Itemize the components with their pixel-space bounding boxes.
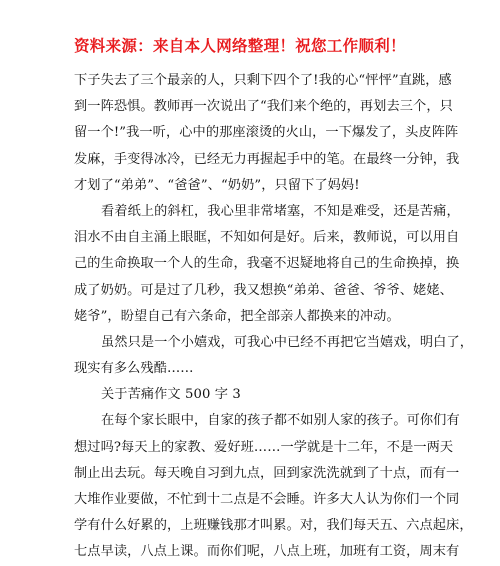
section-heading: 关于苦痛作文 500 字 3 (101, 387, 241, 403)
text-line: 下子失去了三个最亲的人，只剩下四个了!我的心“怦怦”直跳，感 (74, 73, 452, 88)
paragraph-start-line: 看着纸上的斜杠，我心里非常堵塞，不知是难受，还是苦痛， (101, 203, 460, 219)
paragraph-start-line: 在每个家长眼中，自家的孩子都不如别人家的孩子。可你们有 (101, 413, 460, 429)
article-body (74, 68, 474, 566)
paragraph-start-line: 虽然只是一个小嬉戏，可我心中已经不再把它当嬉戏，明白了， (101, 334, 474, 350)
text-line: 己的生命换取一个人的生命，我毫不迟疑地将自己的生命换掉，换 (74, 256, 460, 272)
text-line: 现实有多么残酷…… (74, 361, 194, 377)
text-line: 泪水不由自主涌上眼眶，不知如何是好。后来，教师说，可以用自 (74, 230, 460, 246)
text-line: 制止出去玩。每天晚自习到九点，回到家洗洗就到了十点，而有一 (74, 465, 460, 481)
text-line: 姥爷”，盼望自己有六条命，把全部亲人都换来的冲动。 (74, 308, 400, 324)
text-line: 成了奶奶。可是过了几秒，我又想换“弟弟、爸爸、爷爷、姥姥、 (74, 282, 453, 298)
text-line: 到一阵恐惧。教师再一次说出了“我们来个绝的，再划去三个，只 (74, 99, 453, 115)
text-line: 才划了“弟弟”、“爸爸”、“奶奶”，只留下了妈妈! (74, 177, 360, 193)
text-line: 学有什么好累的，上班赚钱那才叫累。对，我们每天五、六点起床， (74, 518, 473, 534)
text-line: 大堆作业要做，不忙到十二点是不会睡。许多大人认为你们一个同 (74, 492, 460, 507)
text-line: 发麻，手变得冰冷，已经无力再握起手中的笔。在最终一分钟，我 (74, 151, 460, 167)
text-line: 七点早读，八点上课。而你们呢，八点上班，加班有工资，周末有 (74, 544, 460, 560)
text-line: 想过吗?每天上的家教、爱好班……一学就是十二年，不是一两天 (74, 439, 454, 455)
text-line: 留一个!”我一听，心中的那座滚烫的火山，一下爆发了，头皮阵阵 (74, 125, 459, 141)
source-header: 资料来源：来自本人网络整理！祝您工作顺利！ (74, 36, 406, 55)
